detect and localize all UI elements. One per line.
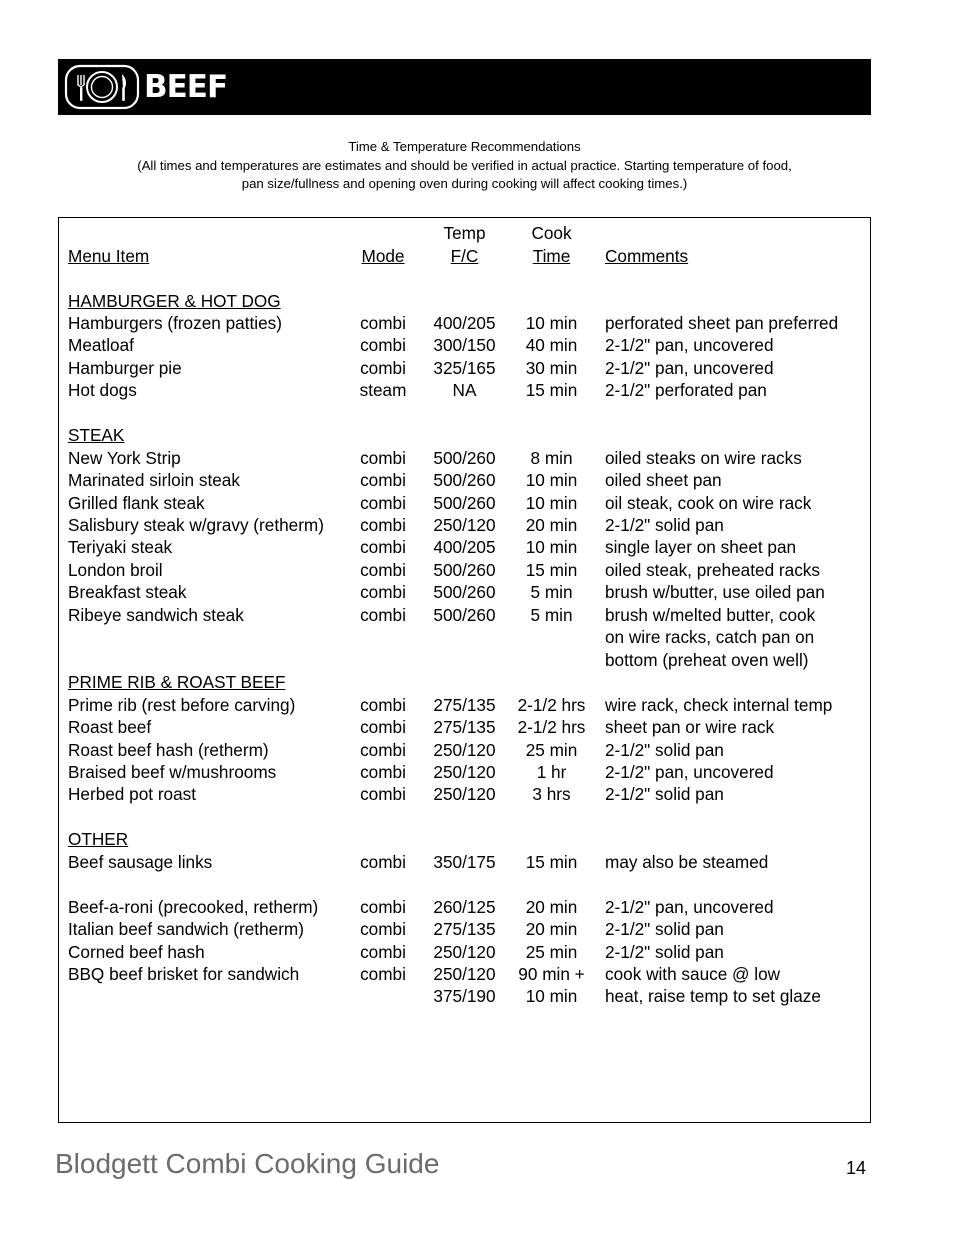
mode-cell: combi	[360, 515, 406, 535]
mode-cell: combi	[360, 470, 406, 491]
table-row	[59, 334, 870, 356]
temp-cell: 500/260	[433, 447, 496, 468]
comments-cell: 2-1/2" solid pan	[605, 784, 724, 805]
section-title: PRIME RIB & ROAST BEEF	[68, 672, 286, 693]
cook-time-cell: 20 min	[525, 896, 578, 917]
blank-row	[59, 806, 870, 828]
table-header-top	[59, 222, 870, 244]
comments-cell: oil steak, cook on wire rack	[605, 492, 812, 513]
recommendations-table	[58, 217, 871, 1123]
comments-cell: brush w/butter, use oiled pan	[605, 582, 825, 603]
menu-item-cell: Hamburger pie	[68, 357, 182, 378]
intro-text	[58, 138, 871, 194]
mode-cell: combi	[360, 694, 406, 715]
section-title: HAMBURGER & HOT DOG	[68, 290, 281, 311]
comments-cell: perforated sheet pan preferred	[605, 312, 839, 333]
table-row	[59, 559, 870, 581]
intro-heading: Time & Temperature Recommendations	[348, 139, 581, 154]
temp-cell: 500/260	[433, 604, 496, 625]
plate-fork-knife-icon	[64, 64, 140, 110]
mode-cell: combi	[360, 604, 406, 625]
section-heading	[59, 424, 870, 446]
menu-item-cell: Grilled flank steak	[68, 492, 205, 513]
temp-cell: 300/150	[433, 335, 496, 356]
cook-time-cell: 10 min	[525, 986, 578, 1007]
comments-cell: sheet pan or wire rack	[605, 717, 775, 738]
temp-cell: 325/165	[433, 357, 496, 378]
mode-cell: steam	[359, 380, 407, 401]
temp-header-top: Temp	[443, 223, 486, 243]
temp-cell: 275/135	[433, 694, 496, 715]
footer-title: Blodgett Combi Cooking Guide	[55, 1148, 440, 1179]
cook-time-cell: 10 min	[525, 312, 578, 333]
comments-cell: 2-1/2" pan, uncovered	[605, 357, 774, 378]
mode-cell: combi	[360, 492, 406, 513]
temp-cell: 250/120	[433, 964, 496, 984]
table-row	[59, 985, 870, 1007]
temp-cell: 500/260	[433, 470, 496, 491]
menu-item-cell: Roast beef	[68, 717, 152, 738]
temp-cell: 250/120	[433, 739, 496, 760]
comments-cell: heat, raise temp to set glaze	[605, 986, 821, 1007]
table-row	[59, 739, 870, 761]
menu-item-cell: Beef-a-roni (precooked, retherm)	[68, 896, 319, 917]
blank-row	[59, 402, 870, 424]
temp-cell: 250/120	[433, 784, 496, 805]
comments-header: Comments	[605, 246, 689, 266]
mode-header: Mode	[361, 246, 405, 266]
menu-item-cell: Beef sausage links	[68, 851, 213, 872]
cook-time-cell: 20 min	[525, 515, 578, 535]
comments-cell: oiled sheet pan	[605, 470, 722, 491]
comments-cell: cook with sauce @ low	[605, 964, 781, 984]
table-header	[59, 245, 870, 267]
table-row	[59, 447, 870, 469]
section-header	[58, 59, 871, 115]
menu-item-cell: Teriyaki steak	[68, 537, 173, 558]
temp-cell: 350/175	[433, 851, 496, 872]
comments-cell: 2-1/2" solid pan	[605, 941, 724, 962]
section-heading	[59, 290, 870, 312]
table-row	[59, 312, 870, 334]
menu-item-cell: Prime rib (rest before carving)	[68, 694, 296, 715]
cook-time-cell: 2-1/2 hrs	[517, 717, 586, 738]
section-heading	[59, 828, 870, 850]
cook-time-cell: 10 min	[525, 470, 578, 491]
menu-item-cell: Meatloaf	[68, 335, 134, 356]
comments-cell: 2-1/2" perforated pan	[605, 380, 767, 401]
menu-item-header: Menu Item	[68, 246, 150, 266]
cook-time-cell: 8 min	[530, 447, 573, 468]
comments-cell: brush w/melted butter, cook	[605, 604, 816, 625]
cook-time-cell: 20 min	[525, 919, 578, 940]
cook-time-cell: 3 hrs	[532, 784, 571, 805]
table-row	[59, 379, 870, 401]
cook-time-cell: 15 min	[525, 851, 578, 872]
page-title: BEEF	[144, 68, 228, 105]
mode-cell: combi	[360, 717, 406, 738]
comments-cell: oiled steaks on wire racks	[605, 447, 802, 468]
temp-cell: 375/190	[433, 986, 496, 1007]
comments-cell: oiled steak, preheated racks	[605, 559, 820, 580]
table-row	[59, 941, 870, 963]
table-row	[59, 783, 870, 805]
comments-cell: on wire racks, catch pan on	[605, 627, 815, 648]
table-row	[59, 492, 870, 514]
comments-cell: bottom (preheat oven well)	[605, 649, 809, 670]
comments-cell: 2-1/2" pan, uncovered	[605, 335, 774, 356]
temp-cell: 275/135	[433, 717, 496, 738]
menu-item-cell: Braised beef w/mushrooms	[68, 761, 277, 782]
menu-item-cell: Corned beef hash	[68, 941, 205, 962]
comments-cell: wire rack, check internal temp	[605, 694, 833, 715]
intro-note-line: (All times and temperatures are estimates and should be verified in actual practice. Starting temperature of food,	[137, 157, 792, 173]
section-title: STEAK	[68, 425, 125, 446]
mode-cell: combi	[360, 447, 406, 468]
mode-cell: combi	[360, 964, 406, 984]
table-row	[59, 716, 870, 738]
page-number: 14	[846, 1158, 867, 1178]
table-row	[59, 536, 870, 558]
cook-time-cell: 30 min	[525, 357, 578, 378]
time-header-top: Cook	[531, 223, 572, 243]
menu-item-cell: BBQ beef brisket for sandwich	[68, 964, 300, 984]
temp-cell: 250/120	[433, 941, 496, 962]
mode-cell: combi	[360, 919, 406, 940]
cook-time-cell: 10 min	[525, 537, 578, 558]
menu-item-cell: Hot dogs	[68, 380, 137, 401]
menu-item-cell: Salisbury steak w/gravy (retherm)	[68, 515, 324, 535]
temp-cell: 500/260	[433, 559, 496, 580]
temp-cell: 250/120	[433, 761, 496, 782]
menu-item-cell: Roast beef hash (retherm)	[68, 739, 269, 760]
mode-cell: combi	[360, 739, 406, 760]
cook-time-cell: 25 min	[525, 941, 578, 962]
table-row	[59, 761, 870, 783]
menu-item-cell: Ribeye sandwich steak	[68, 604, 244, 625]
cook-time-cell: 1 hr	[536, 761, 567, 782]
table-row	[59, 604, 870, 626]
comments-cell: 2-1/2" pan, uncovered	[605, 761, 774, 782]
mode-cell: combi	[360, 335, 406, 356]
table-row	[59, 896, 870, 918]
table-row	[59, 626, 870, 648]
table-row	[59, 469, 870, 491]
comments-cell: single layer on sheet pan	[605, 537, 797, 558]
mode-cell: combi	[360, 537, 406, 558]
temp-cell: 500/260	[433, 492, 496, 513]
intro-note-line: pan size/fullness and opening oven during cooking will affect cooking times.)	[241, 176, 688, 192]
menu-item-cell: Marinated sirloin steak	[68, 470, 240, 491]
cook-time-cell: 40 min	[525, 335, 578, 356]
temp-cell: 275/135	[433, 919, 496, 940]
cook-time-cell: 5 min	[530, 582, 573, 603]
cook-time-cell: 10 min	[525, 492, 578, 513]
cook-time-cell: 5 min	[530, 604, 573, 625]
menu-item-cell: London broil	[68, 559, 163, 580]
temp-cell: 260/125	[433, 896, 496, 917]
temp-cell: 400/205	[433, 537, 496, 558]
table-row	[59, 357, 870, 379]
time-header: Time	[532, 246, 571, 266]
mode-cell: combi	[360, 559, 406, 580]
cook-time-cell: 25 min	[525, 739, 578, 760]
section-title: OTHER	[68, 829, 129, 850]
table-row	[59, 851, 870, 873]
cook-time-cell: 15 min	[525, 380, 578, 401]
comments-cell: 2-1/2" pan, uncovered	[605, 896, 774, 917]
temp-cell: 250/120	[433, 515, 496, 535]
table-row	[59, 963, 870, 985]
section-heading	[59, 671, 870, 693]
menu-item-cell: Breakfast steak	[68, 582, 187, 603]
cook-time-cell: 2-1/2 hrs	[517, 694, 586, 715]
comments-cell: may also be steamed	[605, 851, 769, 872]
table-row	[59, 694, 870, 716]
mode-cell: combi	[360, 312, 406, 333]
mode-cell: combi	[360, 896, 406, 917]
comments-cell: 2-1/2" solid pan	[605, 919, 724, 940]
mode-cell: combi	[360, 784, 406, 805]
temp-header: F/C	[450, 246, 479, 266]
table-row	[59, 581, 870, 603]
table-row	[59, 514, 870, 536]
temp-cell: 400/205	[433, 312, 496, 333]
menu-item-cell: Herbed pot roast	[68, 784, 197, 805]
menu-item-cell: Italian beef sandwich (retherm)	[68, 919, 304, 940]
mode-cell: combi	[360, 851, 406, 872]
table-row	[59, 918, 870, 940]
temp-cell: 500/260	[433, 582, 496, 603]
mode-cell: combi	[360, 357, 406, 378]
temp-cell: NA	[452, 380, 477, 401]
menu-item-cell: Hamburgers (frozen patties)	[68, 312, 282, 333]
mode-cell: combi	[360, 761, 406, 782]
mode-cell: combi	[360, 582, 406, 603]
comments-cell: 2-1/2" solid pan	[605, 739, 724, 760]
cook-time-cell: 90 min +	[518, 964, 585, 984]
blank-row	[59, 873, 870, 895]
comments-cell: 2-1/2" solid pan	[605, 515, 724, 535]
mode-cell: combi	[360, 941, 406, 962]
table-row	[59, 649, 870, 671]
menu-item-cell: New York Strip	[68, 447, 181, 468]
cook-time-cell: 15 min	[525, 559, 578, 580]
